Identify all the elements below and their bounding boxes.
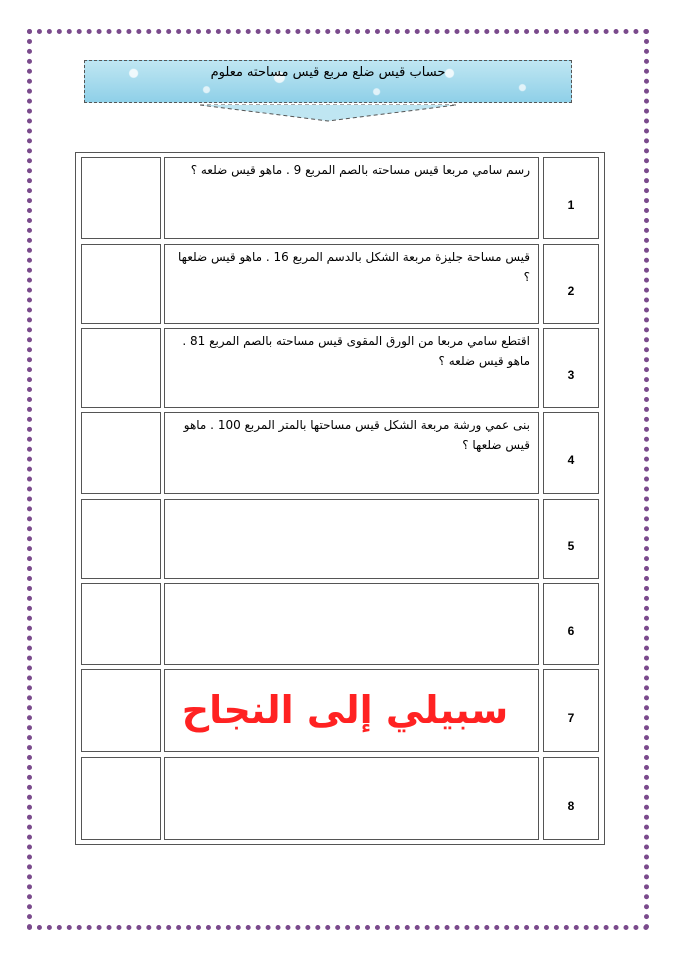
row-number: 4 bbox=[543, 412, 599, 494]
table-row bbox=[76, 328, 604, 410]
worksheet-title: حساب قيس ضلع مربع قيس مساحته معلوم bbox=[210, 65, 446, 80]
answer-box[interactable] bbox=[81, 669, 161, 752]
answer-box[interactable] bbox=[81, 583, 161, 665]
question-text: اقتطع سامي مربعا من الورق المقوى قيس مساحته بالصم المربع 81 . ماهو قيس ضلعه ؟ bbox=[164, 328, 539, 408]
row-number: 2 bbox=[543, 244, 599, 324]
row-number: 5 bbox=[543, 499, 599, 579]
row-number: 6 bbox=[543, 583, 599, 665]
row-number: 3 bbox=[543, 328, 599, 408]
table-row bbox=[76, 157, 604, 241]
row-number: 7 bbox=[543, 669, 599, 752]
table-row bbox=[76, 412, 604, 496]
row-number: 1 bbox=[543, 157, 599, 239]
row-number: 8 bbox=[543, 757, 599, 840]
table-row bbox=[76, 583, 604, 667]
question-text: رسم سامي مربعا قيس مساحته بالصم المربع 9 . ماهو قيس ضلعه ؟ bbox=[164, 157, 539, 239]
answer-box[interactable] bbox=[81, 757, 161, 840]
answer-box[interactable] bbox=[81, 499, 161, 579]
banner-tail bbox=[200, 103, 456, 123]
table-row bbox=[76, 499, 604, 581]
question-text: قيس مساحة جليزة مربعة الشكل بالدسم المربع 16 . ماهو قيس ضلعها ؟ bbox=[164, 244, 539, 324]
answer-box[interactable] bbox=[81, 328, 161, 408]
answer-box[interactable] bbox=[81, 157, 161, 239]
answer-box[interactable] bbox=[81, 412, 161, 494]
question-text bbox=[164, 583, 539, 665]
answer-box[interactable] bbox=[81, 244, 161, 324]
question-text: بنى عمي ورشة مربعة الشكل قيس مساحتها بالمتر المربع 100 . ماهو قيس ضلعها ؟ bbox=[164, 412, 539, 494]
watermark-text: سبيلي إلى النجاح bbox=[181, 688, 509, 732]
table-row bbox=[76, 757, 604, 841]
exercise-table bbox=[75, 152, 605, 845]
question-text bbox=[164, 499, 539, 579]
question-text bbox=[164, 757, 539, 840]
title-banner bbox=[84, 60, 572, 103]
table-row bbox=[76, 244, 604, 326]
